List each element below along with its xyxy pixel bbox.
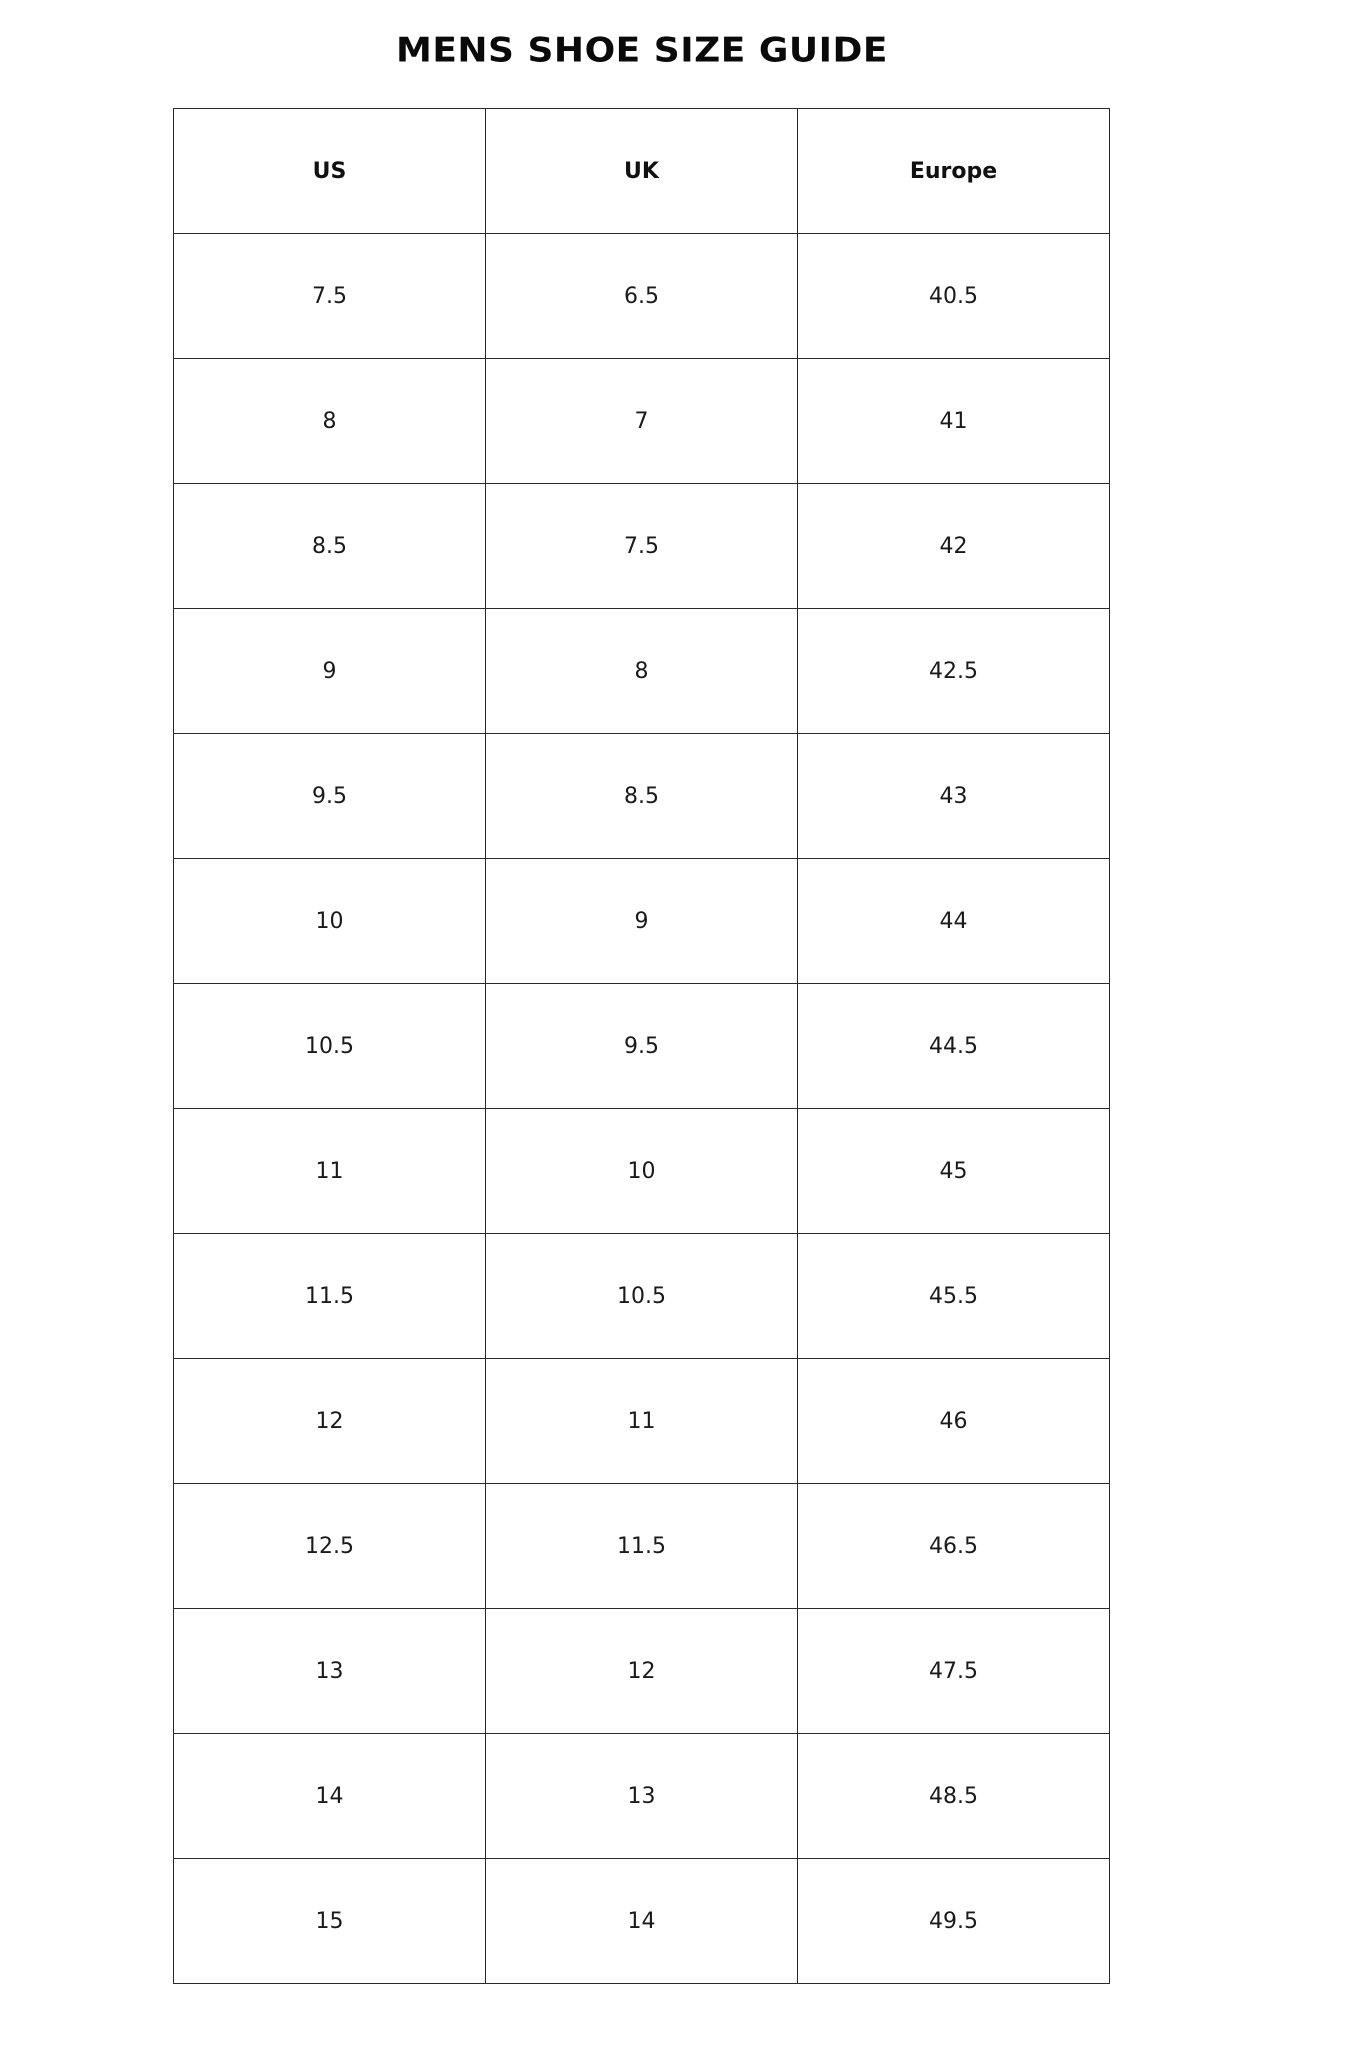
cell-uk: 14 [486,1859,798,1984]
cell-europe: 42 [798,484,1110,609]
header-row [174,109,1110,234]
cell-europe: 46.5 [798,1484,1110,1609]
cell-uk: 11 [486,1359,798,1484]
table-row [174,1359,1110,1484]
table-row [174,1484,1110,1609]
cell-europe: 44.5 [798,984,1110,1109]
table-row [174,484,1110,609]
table-row [174,1609,1110,1734]
cell-uk: 8 [486,609,798,734]
table-row [174,984,1110,1109]
table-row [174,1109,1110,1234]
cell-europe: 42.5 [798,609,1110,734]
cell-us: 9 [174,609,486,734]
cell-europe: 45.5 [798,1234,1110,1359]
cell-us: 10 [174,859,486,984]
cell-uk: 13 [486,1734,798,1859]
cell-uk: 8.5 [486,734,798,859]
cell-uk: 9 [486,859,798,984]
cell-europe: 48.5 [798,1734,1110,1859]
cell-us: 8.5 [174,484,486,609]
cell-uk: 6.5 [486,234,798,359]
cell-europe: 41 [798,359,1110,484]
size-table [173,108,1110,1984]
page-title: MENS SHOE SIZE GUIDE [396,31,888,70]
cell-us: 11.5 [174,1234,486,1359]
cell-uk: 9.5 [486,984,798,1109]
cell-europe: 49.5 [798,1859,1110,1984]
cell-uk: 10 [486,1109,798,1234]
header-us: US [174,109,486,234]
cell-europe: 43 [798,734,1110,859]
table-row [174,734,1110,859]
header-uk: UK [486,109,798,234]
cell-us: 12 [174,1359,486,1484]
cell-uk: 11.5 [486,1484,798,1609]
cell-europe: 40.5 [798,234,1110,359]
cell-us: 13 [174,1609,486,1734]
cell-uk: 12 [486,1609,798,1734]
table-row [174,1234,1110,1359]
cell-uk: 7.5 [486,484,798,609]
cell-europe: 47.5 [798,1609,1110,1734]
table-row [174,609,1110,734]
cell-europe: 45 [798,1109,1110,1234]
cell-us: 12.5 [174,1484,486,1609]
cell-us: 8 [174,359,486,484]
cell-europe: 44 [798,859,1110,984]
table-row [174,234,1110,359]
cell-us: 10.5 [174,984,486,1109]
cell-us: 11 [174,1109,486,1234]
table-row [174,359,1110,484]
cell-us: 7.5 [174,234,486,359]
table-row [174,859,1110,984]
header-europe: Europe [798,109,1110,234]
cell-uk: 7 [486,359,798,484]
cell-europe: 46 [798,1359,1110,1484]
table-row [174,1859,1110,1984]
cell-us: 14 [174,1734,486,1859]
table-row [174,1734,1110,1859]
cell-us: 9.5 [174,734,486,859]
cell-uk: 10.5 [486,1234,798,1359]
cell-us: 15 [174,1859,486,1984]
